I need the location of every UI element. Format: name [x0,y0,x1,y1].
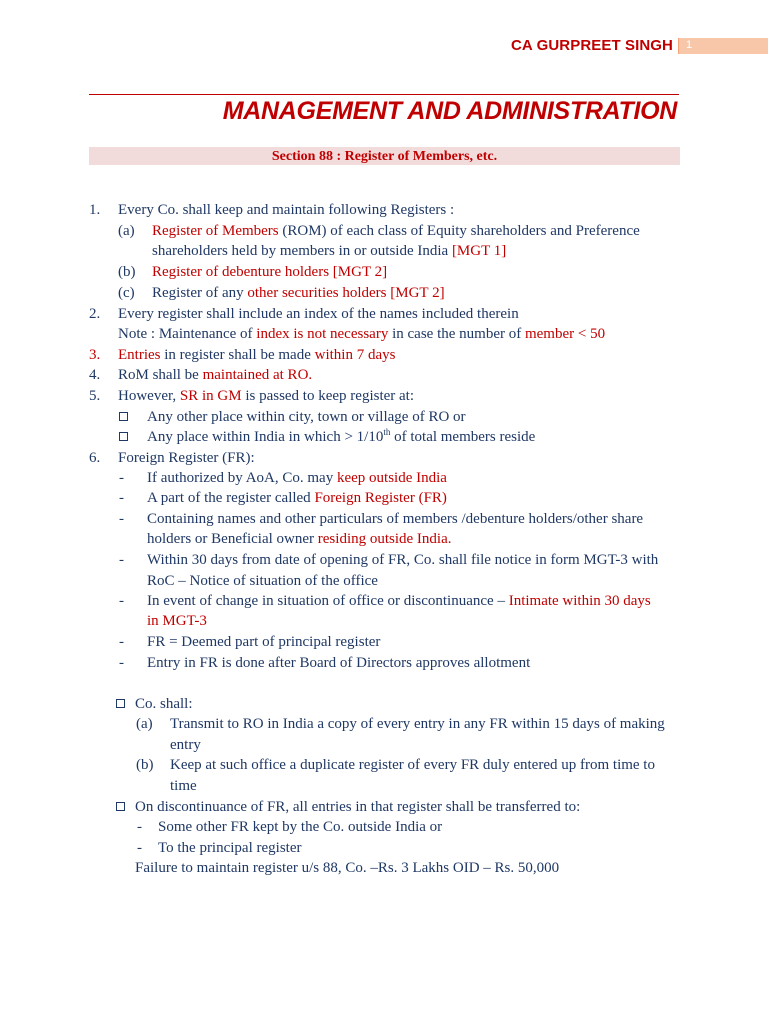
item-text: Every Co. shall keep and maintain following Registers : [118,202,455,218]
dash-text: Some other FR kept by the Co. outside India or [158,819,443,835]
section-heading: Section 88 : Register of Members, etc. [271,149,498,164]
header-author: CA GURPREET SINGH [511,37,673,54]
item-number: 3. [89,347,101,363]
bullet-text: On discontinuance of FR, all entries in that register shall be transferred to: [135,799,581,815]
bullet-text: Co. shall: [135,696,193,712]
sub-text: Register of debenture holders [MGT 2] [152,264,388,280]
dash-bullet: - [119,634,124,650]
item-text: Entries in register shall be made within 7 days [118,347,396,363]
item-number: 5. [89,388,101,404]
dash-bullet: - [119,511,124,527]
item-number: 2. [89,306,101,322]
penalty-text: Failure to maintain register u/s 88, Co. –Rs. 3 Lakhs OID – Rs. 50,000 [135,860,560,876]
dash-text-cont: RoC – Notice of situation of the office [147,573,378,589]
checkbox-bullet-icon [119,408,128,426]
item-text: Foreign Register (FR): [118,450,255,466]
note-text: Note : Maintenance of index is not necessary in case the number of member < 50 [118,326,606,342]
item-text: Every register shall include an index of the names included therein [118,306,519,322]
dash-bullet: - [119,655,124,671]
page-title: MANAGEMENT AND ADMINISTRATION [222,97,677,125]
sub-label: (a) [118,223,135,239]
checkbox-bullet-icon [116,695,125,713]
section-heading-bar [89,147,680,165]
bullet-text: Any place within India in which > 1/10th of total members reside [147,427,536,445]
sub-text: Register of Members (ROM) of each class of Equity shareholders and Preference [152,223,640,239]
title-rule [89,94,679,95]
dash-bullet: - [137,840,142,856]
page-number-tab [678,38,768,54]
dash-text: Entry in FR is done after Board of Directors approves allotment [147,655,531,671]
dash-text: To the principal register [158,840,302,856]
sub-text: Register of any other securities holders [MGT 2] [152,285,445,301]
checkbox-bullet-icon [119,428,128,446]
item-number: 6. [89,450,101,466]
item-number: 1. [89,202,101,218]
sub-text: Keep at such office a duplicate register of every FR duly entered up from time to [170,757,655,773]
dash-bullet: - [119,552,124,568]
dash-bullet: - [119,470,124,486]
page-number: 1 [686,39,693,51]
dash-text: In event of change in situation of office or discontinuance – Intimate within 30 days [147,593,651,609]
item-text: RoM shall be maintained at RO. [118,367,313,383]
dash-text-cont: holders or Beneficial owner residing outside India. [147,531,452,547]
sub-label: (c) [118,285,135,301]
dash-text: FR = Deemed part of principal register [147,634,381,650]
sub-text-cont: time [170,778,197,794]
dash-bullet: - [137,819,142,835]
sub-label: (a) [136,716,153,732]
dash-text-cont: in MGT-3 [147,613,207,629]
sub-label: (b) [136,757,154,773]
item-number: 4. [89,367,101,383]
bullet-text: Any other place within city, town or village of RO or [147,409,466,425]
sub-text-cont: entry [170,737,201,753]
dash-text: Within 30 days from date of opening of FR, Co. shall file notice in form MGT-3 with [147,552,659,568]
dash-text: If authorized by AoA, Co. may keep outside India [147,470,447,486]
checkbox-bullet-icon [116,798,125,816]
dash-text: Containing names and other particulars of members /debenture holders/other share [147,511,644,527]
dash-bullet: - [119,593,124,609]
sub-text: Transmit to RO in India a copy of every entry in any FR within 15 days of making [170,716,665,732]
sub-label: (b) [118,264,136,280]
item-text: However, SR in GM is passed to keep register at: [118,388,415,404]
sub-text-cont: shareholders held by members in or outside India [MGT 1] [152,243,507,259]
dash-text: A part of the register called Foreign Register (FR) [147,490,447,506]
dash-bullet: - [119,490,124,506]
